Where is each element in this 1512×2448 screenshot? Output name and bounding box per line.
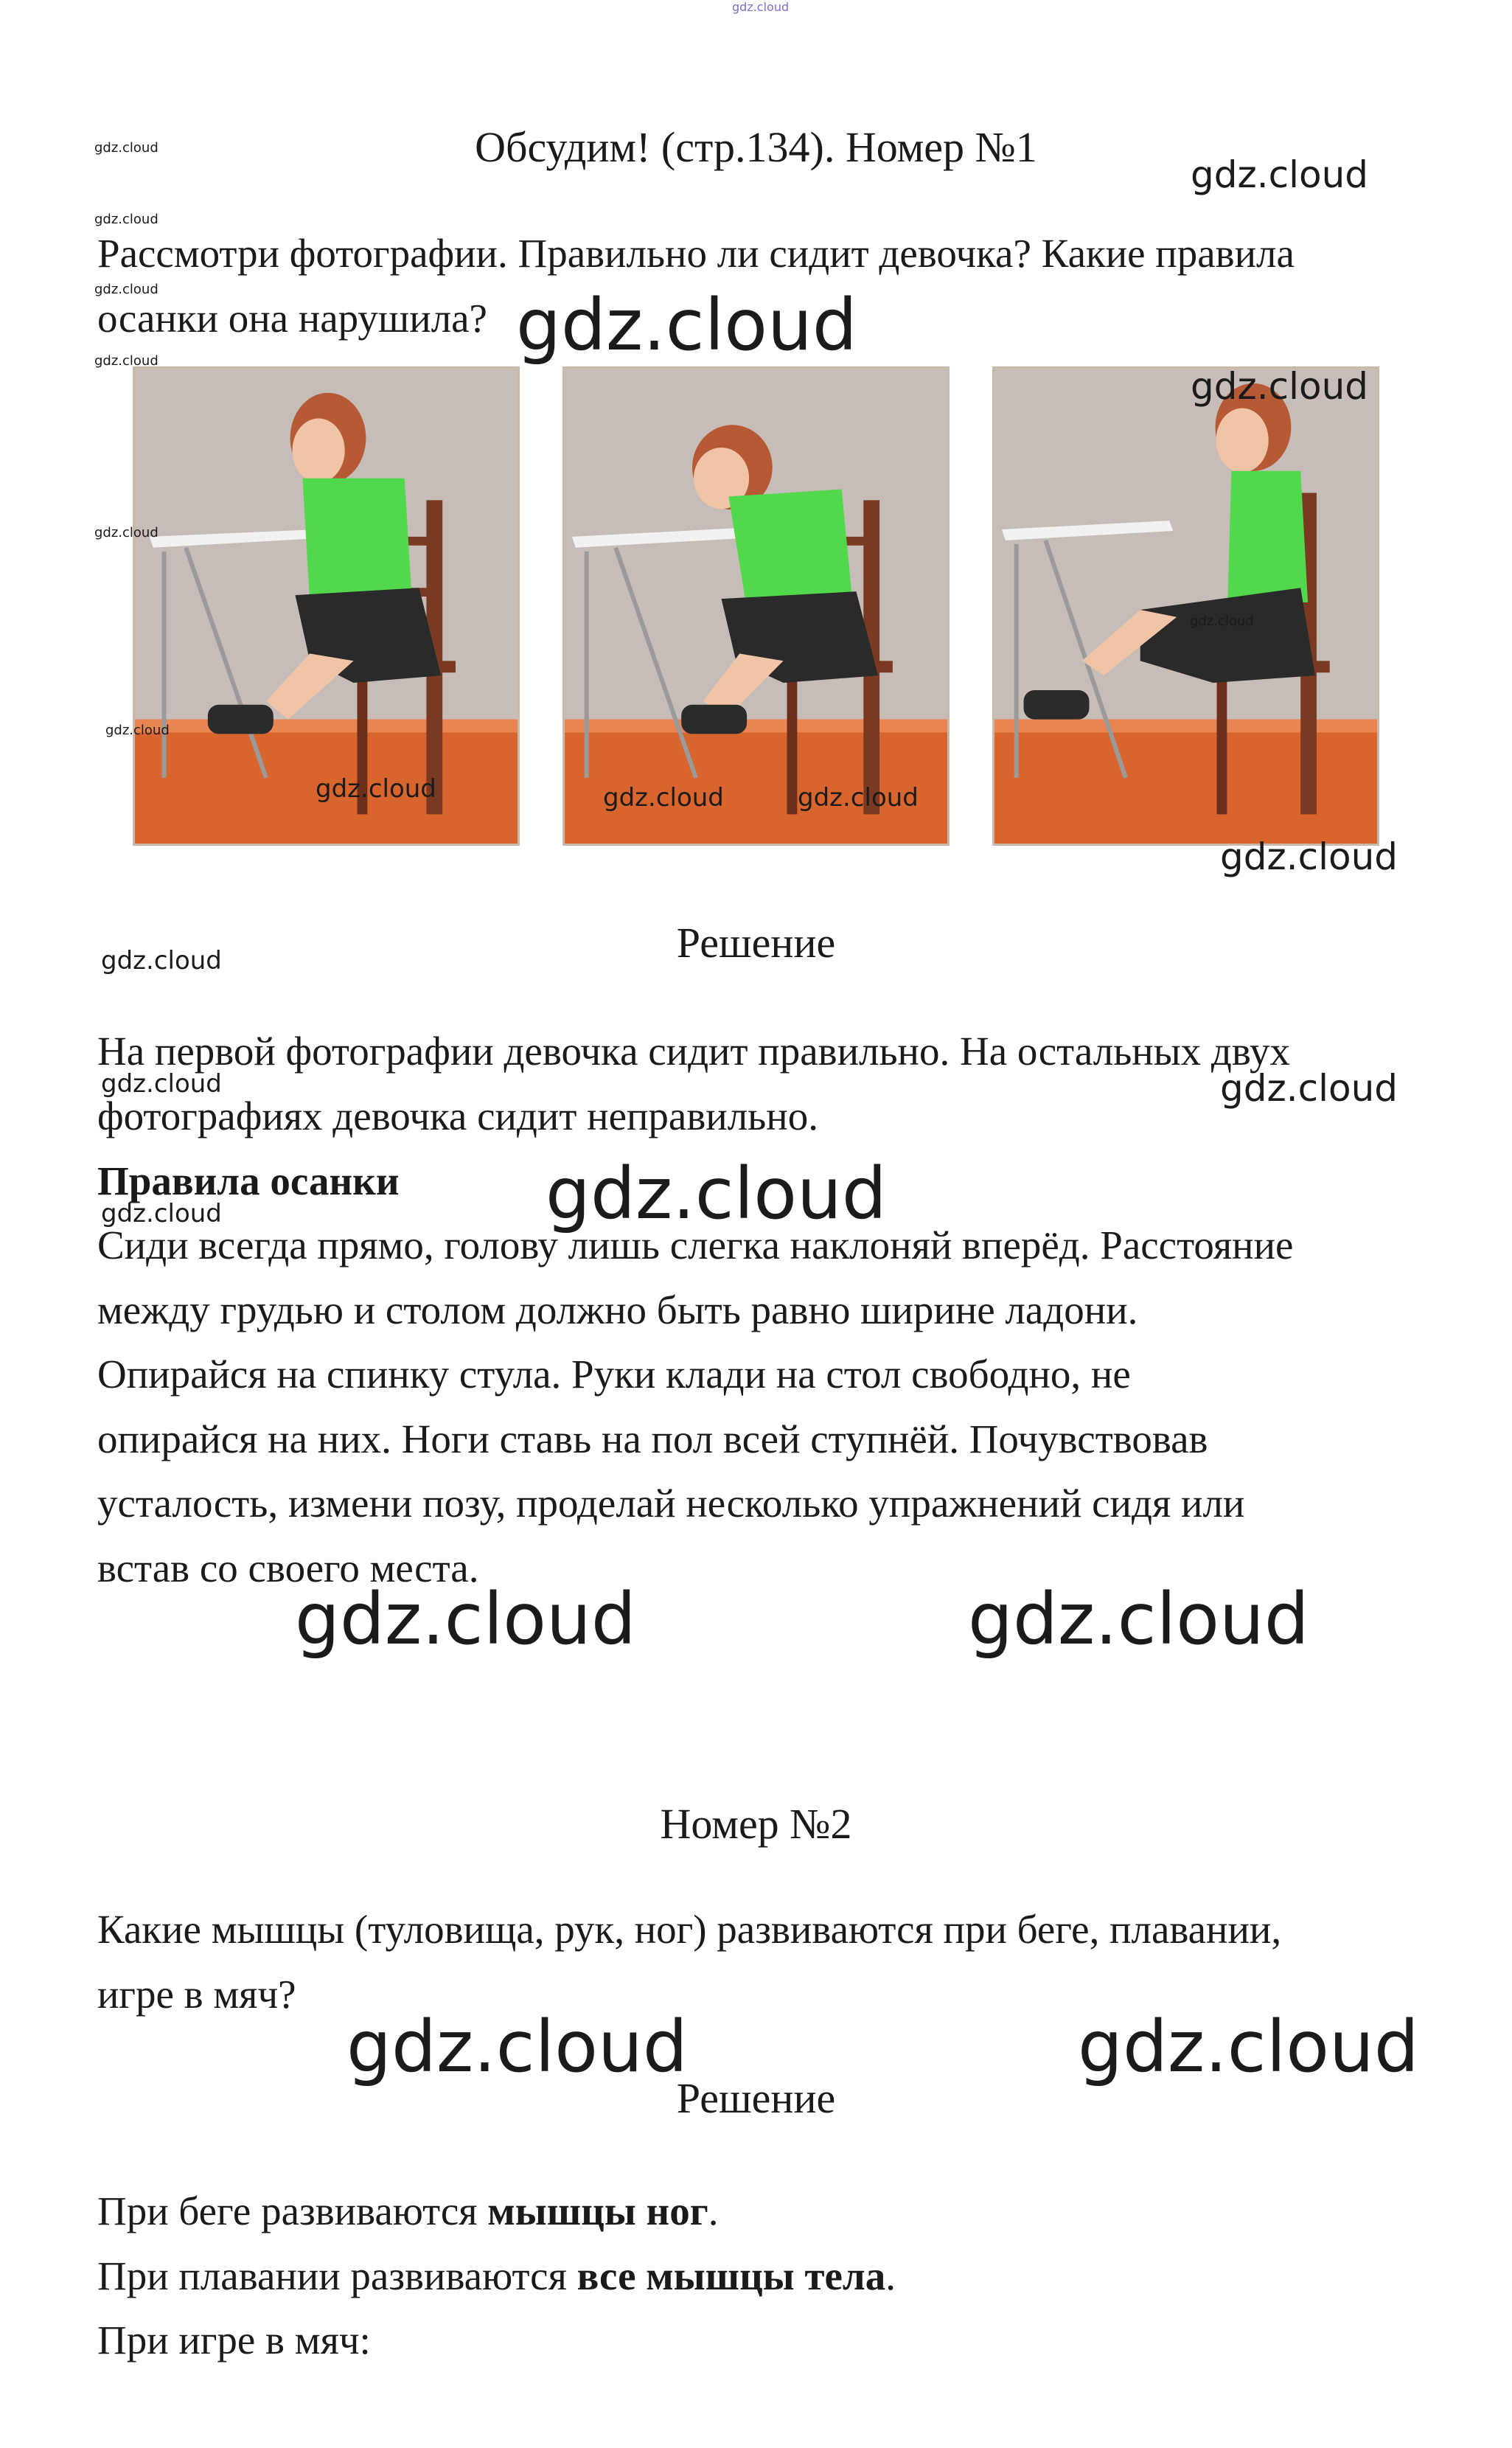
rules-line: Сиди всегда прямо, голову лишь слегка наклоняй вперёд. Расстояние — [97, 1223, 1294, 1268]
watermark: gdz.cloud — [101, 1199, 222, 1228]
watermark: gdz.cloud — [105, 723, 170, 738]
answer-line-ball-game: При игре в мяч: — [97, 2317, 371, 2362]
watermark: gdz.cloud — [316, 774, 436, 804]
watermark: gdz.cloud — [1078, 2006, 1419, 2088]
watermark: gdz.cloud — [346, 2006, 688, 2088]
posture-rules-heading: Правила осанки — [97, 1158, 400, 1203]
watermark: gdz.cloud — [101, 1069, 222, 1099]
watermark: gdz.cloud — [516, 284, 857, 366]
watermark: gdz.cloud — [1191, 365, 1369, 408]
watermark: gdz.cloud — [94, 525, 158, 540]
question-line: игре в мяч? — [97, 1971, 296, 2017]
watermark: gdz.cloud — [94, 140, 158, 156]
answer-line: На первой фотографии девочка сидит правильно. На остальных двух — [97, 1029, 1290, 1074]
watermark: gdz.cloud — [1190, 613, 1254, 629]
answer-line: фотографиях девочка сидит неправильно. — [97, 1093, 818, 1138]
rules-line: между грудью и столом должно быть равно ширине ладони. — [97, 1287, 1138, 1332]
watermark: gdz.cloud — [603, 783, 724, 813]
watermark: gdz.cloud — [798, 783, 919, 813]
question-line: Какие мышцы (туловища, рук, ног) развиваются при беге, плавании, — [97, 1907, 1282, 1952]
watermark: gdz.cloud — [546, 1152, 887, 1235]
watermark: gdz.cloud — [94, 353, 158, 369]
watermark: gdz.cloud — [1220, 1067, 1398, 1110]
exercise2-title: Номер №2 — [660, 1800, 852, 1848]
exercise1-solution-heading: Решение — [676, 919, 836, 967]
watermark-top: gdz.cloud — [732, 0, 790, 14]
slouching-posture-photo — [562, 366, 950, 846]
watermark: gdz.cloud — [1220, 835, 1398, 878]
question-line: осанки она нарушила? — [97, 295, 487, 341]
exercise2-solution-heading: Решение — [676, 2074, 836, 2122]
rules-line: опирайся на них. Ноги ставь на пол всей ступнёй. Почувствовав — [97, 1416, 1208, 1461]
rules-line: усталость, измени позу, проделай несколько упражнений сидя или — [97, 1481, 1245, 1526]
watermark: gdz.cloud — [94, 212, 158, 227]
exercise2-answers — [97, 2179, 1424, 2373]
leaning-back-posture-photo — [992, 366, 1379, 846]
question-line: Рассмотри фотографии. Правильно ли сидит девочка? Какие правила — [97, 231, 1295, 276]
watermark: gdz.cloud — [968, 1578, 1309, 1661]
answer-line-swimming: При плавании развиваются все мышцы тела. — [97, 2253, 896, 2298]
watermark: gdz.cloud — [94, 282, 158, 297]
rules-line: встав со своего места. — [97, 1545, 479, 1590]
watermark: gdz.cloud — [101, 946, 222, 976]
exercise1-title: Обсудим! (стр.134). Номер №1 — [475, 123, 1037, 171]
watermark: gdz.cloud — [295, 1578, 636, 1661]
rules-line: Опирайся на спинку стула. Руки клади на стол свободно, не — [97, 1352, 1131, 1397]
watermark: gdz.cloud — [1191, 153, 1369, 196]
answer-line-running: При беге развиваются мышцы ног. — [97, 2188, 719, 2233]
posture-rules-text — [97, 1213, 1424, 1600]
